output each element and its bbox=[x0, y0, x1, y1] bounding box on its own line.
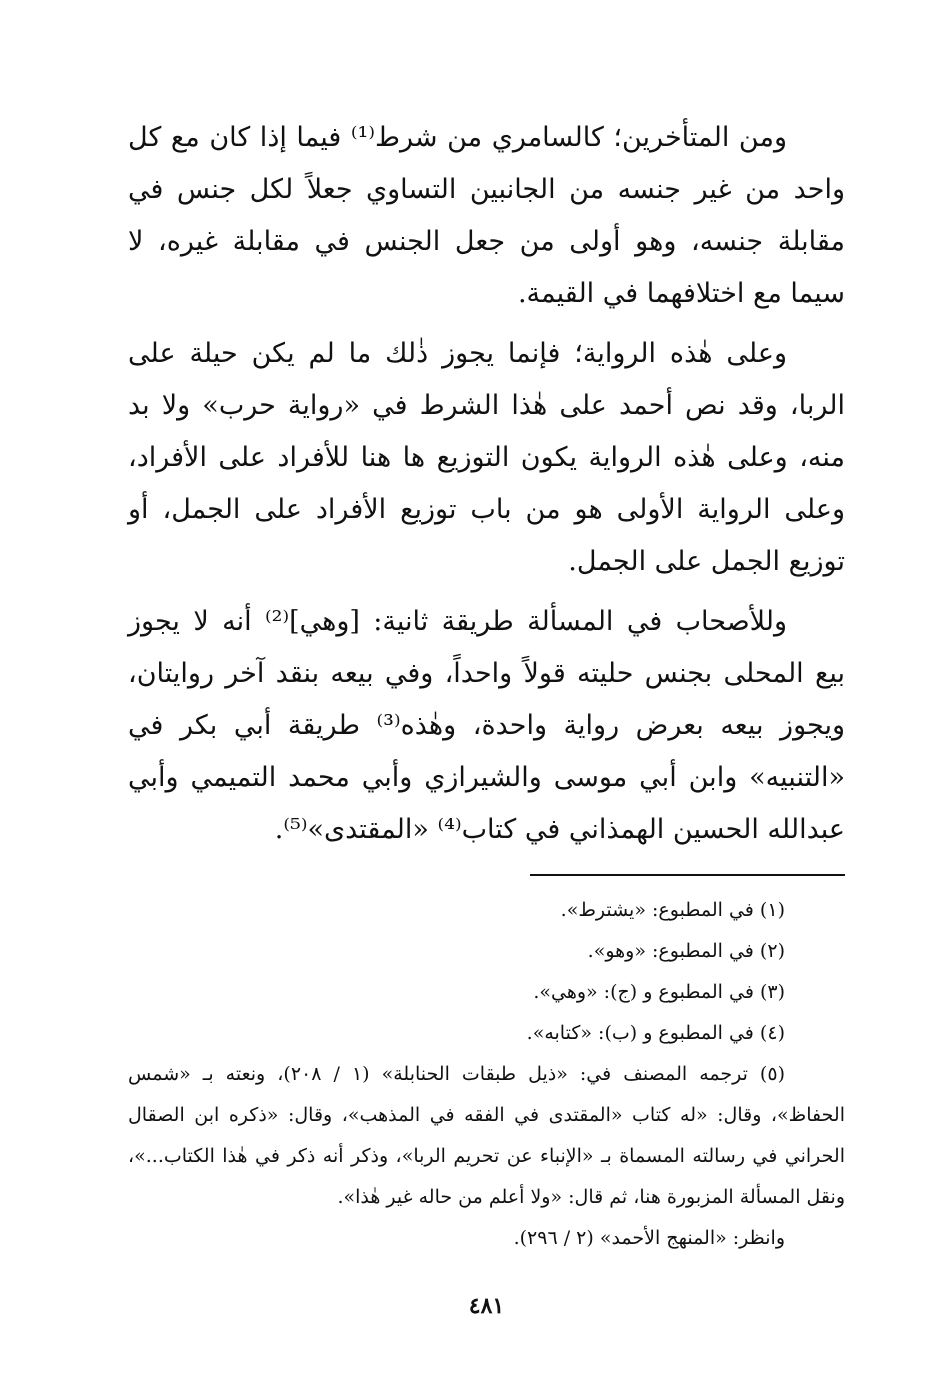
footnote: وانظر: «المنهج الأحمد» (٢ / ٢٩٦). bbox=[513, 1227, 785, 1249]
footnote: (٢) في المطبوع: «وهو». bbox=[587, 940, 785, 962]
paragraph: وعلى هٰذه الرواية؛ فإنما يجوز ذٰلك ما لم يكن حيلة على الربا، وقد نص أحمد على هٰذا الشرط في «رواية حرب» ولا بد منه، وعلى هٰذه الرواية يكون التوزيع ها هنا للأفراد على الأفراد، وعلى الرواية الأولى هو من باب توزيع الأفراد على الجمل، أو توزيع الجمل على الجمل. bbox=[128, 338, 845, 577]
footnote: (٤) في المطبوع و (ب): «كتابه». bbox=[526, 1022, 785, 1044]
main-text bbox=[128, 112, 845, 856]
footnote: (٥) ترجمه المصنف في: «ذيل طبقات الحنابلة» (١ / ٢٠٨)، ونعته بـ «شمس الحفاظ»، وقال: «له كتاب «المقتدى في الفقه في المذهب»، وقال: «ذكره ابن الصقال الحراني في رسالته المسماة بـ «الإنباء عن تحريم الربا»، وذكر أنه ذكر في هٰذا الكتاب...»، ونقل المسألة المزبورة هنا، ثم قال: «ولا أعلم من حاله غير هٰذا». bbox=[128, 1063, 845, 1208]
footnote: (١) في المطبوع: «يشترط». bbox=[560, 899, 785, 921]
paragraph: وللأصحاب في المسألة طريقة ثانية: [وهي]⁽²⁾ أنه لا يجوز بيع المحلى بجنس حليته قولاً واحداً، وفي بيعه بنقد آخر روايتان، ويجوز بيعه بعرض رواية واحدة، وهٰذه⁽³⁾ طريقة أبي بكر في «التنبيه» وابن أبي موسى والشيرازي وأبي محمد التميمي وأبي عبدالله الحسين الهمذاني في كتاب⁽⁴⁾ «المقتدى»⁽⁵⁾. bbox=[128, 606, 845, 845]
footnote: (٣) في المطبوع و (ج): «وهي». bbox=[533, 981, 785, 1003]
footnotes bbox=[128, 890, 845, 1259]
page-number: ٤٨١ bbox=[468, 1293, 505, 1319]
footnote-separator bbox=[530, 874, 845, 876]
paragraph: ومن المتأخرين؛ كالسامري من شرط⁽¹⁾ فيما إذا كان مع كل واحد من غير جنسه من الجانبين التساوي جعلاً لكل جنس في مقابلة جنسه، وهو أولى من جعل الجنس في مقابلة غيره، لا سيما مع اختلافهما في القيمة. bbox=[128, 122, 845, 309]
